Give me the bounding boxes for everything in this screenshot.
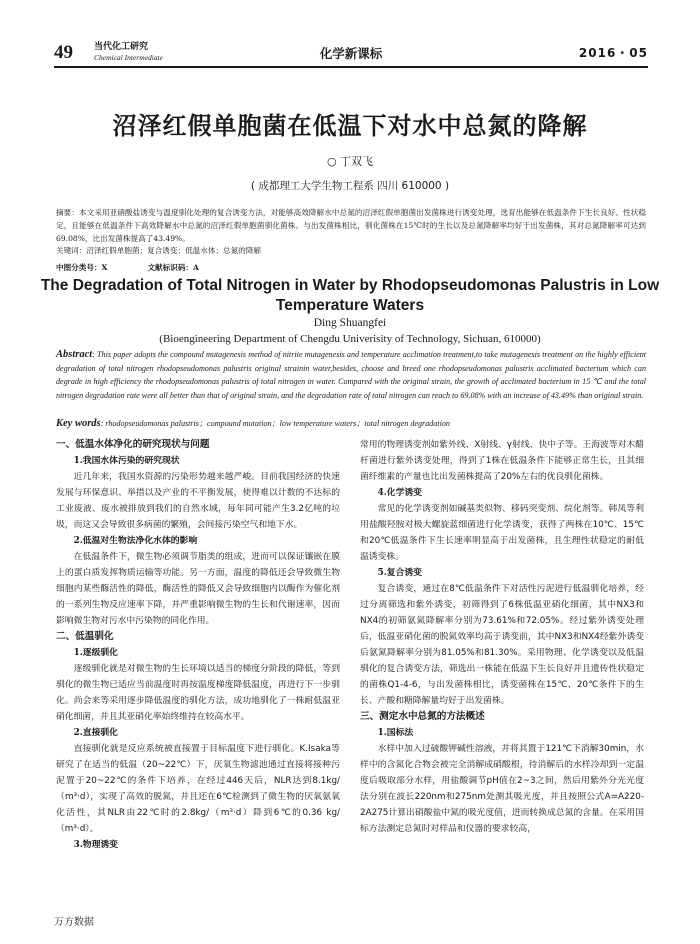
- keywords-en-text: : rhodopseudomonas palustris；compound mutation；low temperature waters；total nitrogen degradation: [100, 419, 450, 428]
- paragraph: 直接驯化就是反应系统被直接置于目标温度下进行驯化。K.Isaka等研究了在适当的低温（20~22℃）下，厌氧生物滤池通过直接将接种污泥置于20~22℃的条件下培养，在经过446天后，NLR达到8.1kg/（m³·d），实现了高效的脱氮，并且还在6℃检测到了微生物的厌氧氨氧化活性，其NLR由22℃时的2.8kg/（m³·d）降到6℃的0.36 kg/（m³·d）。: [56, 744, 340, 834]
- column-name: 化学新课标: [319, 46, 383, 61]
- section-heading: 二、低温驯化: [56, 631, 114, 642]
- page-header: [54, 40, 648, 64]
- author-en: Ding Shuangfei: [313, 317, 387, 329]
- keywords-en: [56, 418, 646, 429]
- abstract-cn: 摘要：本文采用亚硝酸盐诱变与温度驯化处理的复合诱变方法，对能够高效降解水中总氮的沼泽红假单胞菌出发菌株进行诱变处理，选育出能够在低温条件下生长良好、性状稳定，且能够在低温条件下高效降解水中总氮的沼泽红假单胞菌驯化菌株。与出发菌株相比，驯化菌株在15℃时的生长以及总氮降解率均好于出发菌株，其对总氮降解率可达到69.08%，比出发菌株提高了43.49%。: [56, 208, 646, 243]
- journal-name-en: Chemical Intermediate: [94, 53, 163, 62]
- class-number: 中图分类号：X: [56, 263, 108, 272]
- subsection-heading: 1.国标法: [377, 728, 414, 738]
- page-number: 49: [54, 42, 73, 63]
- paragraph: 水样中加入过硫酸钾碱性溶液，并将其置于121℃下消解30min，水样中的含氮化合物会被完全消解成硝酸根，待消解后的水样冷却到一定温度后吸取部分水样，用盐酸调节pH值在2~3之间，然后用紫外分光光度法分别在波长220nm和275nm处测其吸光度，并且按照公式A=A220-2A275计算出硝酸盐中氮的吸光度值，进而转换成总氮的含量。在采用国标方法测定总氮时对样品和仪器的要求较高，: [360, 744, 644, 834]
- section-heading: 三、测定水中总氮的方法概述: [360, 711, 485, 722]
- section-heading: 一、低温水体净化的研究现状与问题: [56, 439, 210, 450]
- document-code: 文献标识码：A: [147, 263, 199, 272]
- subsection-heading: 1.逐级驯化: [73, 648, 118, 658]
- footer-watermark: 万方数据: [54, 917, 94, 928]
- body-column-left: [56, 437, 340, 853]
- title-cn: 沼泽红假单胞菌在低温下对水中总氮的降解: [112, 112, 588, 140]
- subsection-heading: 3.物理诱变: [73, 840, 118, 850]
- subsection-heading: 4.化学诱变: [377, 488, 422, 498]
- affiliation-cn: ( 成都理工大学生物工程系 四川 610000 ): [250, 180, 450, 192]
- abstract-en-label: Abstract: [56, 349, 93, 360]
- issue-number: 2016・05: [578, 46, 648, 60]
- header-rule: [54, 66, 648, 68]
- paragraph: 常见的化学诱变剂如碱基类似物、移码突变剂、烷化剂等。韩凤等利用盐酸羟胺对极大螺旋蓝细菌进行化学诱变，获得了两株在10℃、15℃和20℃低温条件下生长速率明显高于出发菌株，且生理性状稳定的耐低温诱变株。: [360, 504, 644, 562]
- paragraph: 在低温条件下，微生物必须调节脂类的组成，进而可以保证镶嵌在膜上的蛋白质发挥物质运输等功能。另一方面，温度的降低还会导致微生物细胞内某些酶活性的降低，酶活性的降低又会导致细胞内以酶作为催化剂的一系列生物反应速率下降，并严重影响微生物的生长和代谢速率，因而影响微生物对污水中污染物的同化作用。: [56, 552, 340, 626]
- subsection-heading: 2.直接驯化: [73, 728, 118, 738]
- paragraph: 复合诱变，通过在8℃低温条件下对活性污泥进行低温驯化培养，经过分离筛选和紫外诱变，初筛得到了6株低温亚硝化细菌，其中NX3和NX4的初筛氨氮降解率分别为73.61%和72.05%。经过紫外诱变处理后，低温亚硝化菌的脱氮效率均高于诱变前，其中NX3和NX4经紫外诱变后氨氮降解率分别为81.05%和81.30%。采用物理、化学诱变以及低温驯化的复合诱变方法，筛选出一株能在低温下生长良好并且遗传性状稳定的菌株Q1-4-6，与出发菌株相比，诱变菌株在15℃、20℃条件下的生长、产酸和糖降解量均好于出发菌株。: [360, 584, 644, 706]
- keywords-en-label: Key words: [56, 418, 101, 429]
- title-en: The Degradation of Total Nitrogen in Water by Rhodopseudomonas Palustris in Low Temperature Waters: [40, 277, 660, 314]
- abstract-en: [56, 348, 646, 402]
- body-column-right: [360, 437, 644, 837]
- author-cn: ○ 丁双飞: [326, 155, 374, 168]
- affiliation-en: (Bioengineering Department of Chengdu Univerisity of Technology, Sichuan, 610000): [159, 333, 541, 345]
- subsection-heading: 5.复合诱变: [377, 568, 422, 578]
- subsection-heading: 2.低温对生物法净化水体的影响: [73, 536, 198, 546]
- abstract-en-text: : This paper adopts the compound mutagenesis method of nitrite mutagenesis and temperature acclimation treatment,to take mutagenesis treatment on the highly efficient degradation of total nitrogen rhodopseudomonas palustris original strainin water,besides, choose and breed one rhodopseudomonas palustris acclimated bacterium which can degrade in high efficiency the rhodopseudomonas palustris of total nitrogen in water. Compared with the original strain, the growth of acclimated bacterium in 15 ℃ and the total nitrogen degradation rate were all better than that of original strain, and the degradation rate of total nitrogen can reach to 69.08% with an increase of 43.49% than original strain.: [56, 350, 646, 400]
- paragraph: 近几年来，我国水资源的污染形势越来越严峻。目前我国经济的快速发展与环保意识、举措以及产业的不平衡发展，使得难以计数的不达标的工业废液、废水被排放到我们的自然水域，每年同可能产生3.2亿吨的垃圾，而这又会导致很多病菌的繁殖，会间接污染空气和地下水。: [56, 472, 340, 530]
- subsection-heading: 1.我国水体污染的研究现状: [73, 456, 180, 466]
- keywords-cn: 关键词：沼泽红假单胞菌；复合诱变；低温水体；总氮的降解: [56, 246, 262, 255]
- journal-name-cn: 当代化工研究: [94, 42, 149, 52]
- paragraph: 常用的物理诱变剂如紫外线、X射线、γ射线、快中子等。王海波等对木醋杆菌进行紫外诱变处理，得到了1株在低温条件下能够正常生长，且其细菌纤维素的产量也比出发菌株提高了20%左右的优良驯化菌株。: [360, 440, 644, 482]
- paragraph: 逐级驯化就是对微生物的生长环境以适当的梯度分阶段的降低，等到驯化的微生物已适应当前温度时再按温度梯度降低温度，再进行下一步驯化。尚会来等采用逐步降低温度的驯化方法，成功地驯化了一株耐低温亚硝化细菌，并且其亚硝化率始终维持在较高水平。: [56, 664, 340, 722]
- classification-line: [56, 262, 646, 273]
